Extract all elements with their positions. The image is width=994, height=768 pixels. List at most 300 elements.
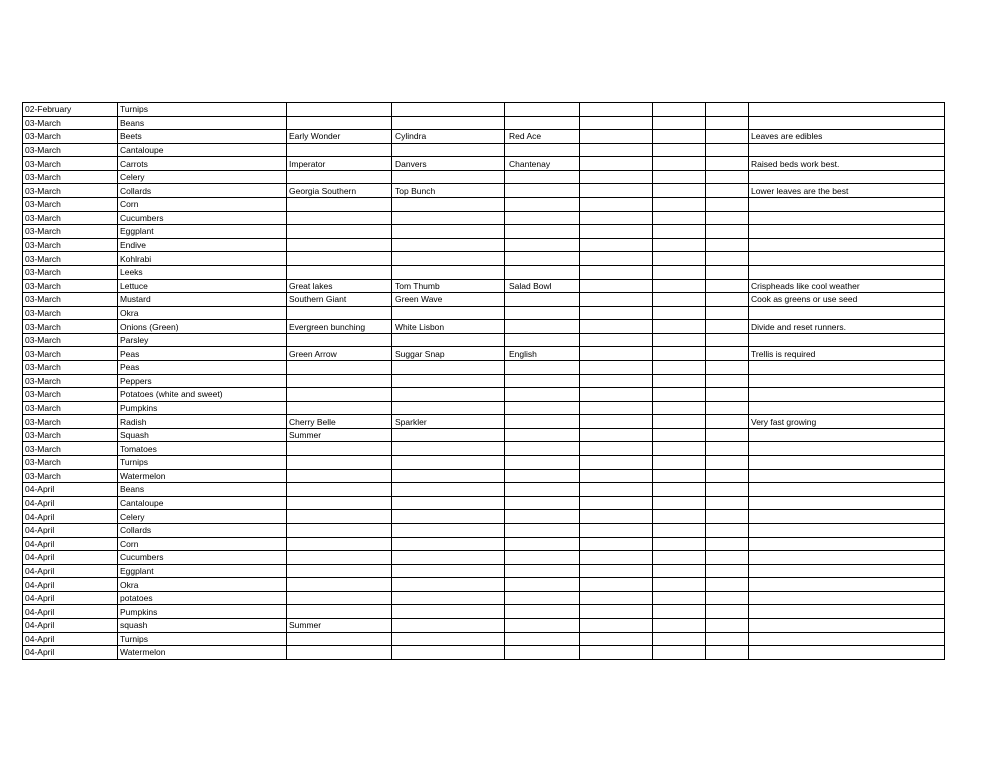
- table-row: [23, 252, 945, 266]
- variety-2-cell: [392, 265, 505, 279]
- extra-1-cell: [580, 116, 653, 130]
- planting-date-cell: 03-March: [23, 157, 118, 171]
- variety-1-cell: Green Arrow: [287, 347, 392, 361]
- extra-2-cell: [653, 279, 706, 293]
- extra-2-cell: [653, 401, 706, 415]
- variety-3-cell: [505, 293, 580, 307]
- extra-1-cell: [580, 632, 653, 646]
- crop-cell: Lettuce: [118, 279, 287, 293]
- extra-1-cell: [580, 170, 653, 184]
- extra-2-cell: [653, 483, 706, 497]
- variety-3-cell: [505, 360, 580, 374]
- variety-3-cell: [505, 103, 580, 117]
- variety-1-cell: [287, 374, 392, 388]
- table-row: [23, 401, 945, 415]
- extra-3-cell: [706, 279, 749, 293]
- notes-cell: [749, 401, 945, 415]
- planting-date-cell: 03-March: [23, 116, 118, 130]
- notes-cell: Cook as greens or use seed: [749, 293, 945, 307]
- extra-1-cell: [580, 388, 653, 402]
- variety-3-cell: [505, 537, 580, 551]
- extra-1-cell: [580, 578, 653, 592]
- extra-3-cell: [706, 537, 749, 551]
- variety-2-cell: [392, 170, 505, 184]
- variety-2-cell: [392, 360, 505, 374]
- extra-1-cell: [580, 456, 653, 470]
- notes-cell: [749, 456, 945, 470]
- extra-1-cell: [580, 293, 653, 307]
- variety-1-cell: [287, 265, 392, 279]
- extra-1-cell: [580, 415, 653, 429]
- variety-2-cell: [392, 618, 505, 632]
- planting-date-cell: 03-March: [23, 184, 118, 198]
- variety-2-cell: [392, 442, 505, 456]
- extra-2-cell: [653, 469, 706, 483]
- notes-cell: [749, 306, 945, 320]
- planting-date-cell: 03-March: [23, 374, 118, 388]
- crop-cell: Okra: [118, 306, 287, 320]
- extra-3-cell: [706, 483, 749, 497]
- table-row: [23, 374, 945, 388]
- extra-2-cell: [653, 265, 706, 279]
- crop-cell: Leeks: [118, 265, 287, 279]
- variety-2-cell: [392, 103, 505, 117]
- extra-3-cell: [706, 374, 749, 388]
- crop-cell: Turnips: [118, 632, 287, 646]
- notes-cell: [749, 198, 945, 212]
- extra-1-cell: [580, 211, 653, 225]
- extra-1-cell: [580, 143, 653, 157]
- variety-2-cell: [392, 483, 505, 497]
- variety-1-cell: [287, 238, 392, 252]
- extra-3-cell: [706, 401, 749, 415]
- variety-2-cell: Suggar Snap: [392, 347, 505, 361]
- variety-3-cell: [505, 238, 580, 252]
- notes-cell: [749, 143, 945, 157]
- variety-3-cell: [505, 510, 580, 524]
- extra-2-cell: [653, 225, 706, 239]
- planting-date-cell: 03-March: [23, 211, 118, 225]
- planting-date-cell: 03-March: [23, 143, 118, 157]
- extra-3-cell: [706, 428, 749, 442]
- variety-2-cell: [392, 252, 505, 266]
- variety-2-cell: Sparkler: [392, 415, 505, 429]
- variety-2-cell: [392, 523, 505, 537]
- extra-2-cell: [653, 238, 706, 252]
- table-row: [23, 537, 945, 551]
- variety-1-cell: [287, 483, 392, 497]
- table-row: [23, 442, 945, 456]
- variety-3-cell: [505, 388, 580, 402]
- variety-1-cell: [287, 388, 392, 402]
- planting-date-cell: 04-April: [23, 646, 118, 660]
- extra-2-cell: [653, 252, 706, 266]
- variety-3-cell: [505, 252, 580, 266]
- extra-3-cell: [706, 388, 749, 402]
- extra-2-cell: [653, 320, 706, 334]
- notes-cell: Divide and reset runners.: [749, 320, 945, 334]
- notes-cell: [749, 333, 945, 347]
- table-row: [23, 388, 945, 402]
- variety-1-cell: [287, 605, 392, 619]
- crop-cell: Radish: [118, 415, 287, 429]
- extra-3-cell: [706, 116, 749, 130]
- variety-2-cell: [392, 116, 505, 130]
- crop-cell: Parsley: [118, 333, 287, 347]
- notes-cell: [749, 618, 945, 632]
- planting-date-cell: 04-April: [23, 591, 118, 605]
- notes-cell: [749, 510, 945, 524]
- extra-2-cell: [653, 157, 706, 171]
- extra-2-cell: [653, 564, 706, 578]
- crop-cell: Peas: [118, 360, 287, 374]
- extra-2-cell: [653, 116, 706, 130]
- extra-1-cell: [580, 306, 653, 320]
- variety-3-cell: Chantenay: [505, 157, 580, 171]
- extra-2-cell: [653, 537, 706, 551]
- notes-cell: Trellis is required: [749, 347, 945, 361]
- variety-1-cell: [287, 469, 392, 483]
- variety-1-cell: [287, 632, 392, 646]
- extra-2-cell: [653, 618, 706, 632]
- notes-cell: Very fast growing: [749, 415, 945, 429]
- extra-3-cell: [706, 618, 749, 632]
- crop-cell: Pumpkins: [118, 401, 287, 415]
- extra-2-cell: [653, 510, 706, 524]
- extra-2-cell: [653, 333, 706, 347]
- table-row: [23, 225, 945, 239]
- extra-3-cell: [706, 157, 749, 171]
- extra-1-cell: [580, 483, 653, 497]
- variety-1-cell: Imperator: [287, 157, 392, 171]
- planting-date-cell: 04-April: [23, 578, 118, 592]
- extra-3-cell: [706, 523, 749, 537]
- notes-cell: [749, 103, 945, 117]
- crop-cell: Beans: [118, 483, 287, 497]
- extra-1-cell: [580, 225, 653, 239]
- extra-1-cell: [580, 157, 653, 171]
- variety-2-cell: [392, 198, 505, 212]
- variety-1-cell: [287, 401, 392, 415]
- variety-1-cell: [287, 252, 392, 266]
- table-row: [23, 347, 945, 361]
- notes-cell: [749, 428, 945, 442]
- planting-date-cell: 04-April: [23, 496, 118, 510]
- variety-1-cell: [287, 103, 392, 117]
- extra-2-cell: [653, 360, 706, 374]
- planting-date-cell: 03-March: [23, 347, 118, 361]
- variety-2-cell: [392, 646, 505, 660]
- table-row: [23, 564, 945, 578]
- variety-1-cell: [287, 442, 392, 456]
- variety-3-cell: [505, 618, 580, 632]
- extra-2-cell: [653, 496, 706, 510]
- extra-2-cell: [653, 103, 706, 117]
- variety-3-cell: [505, 469, 580, 483]
- variety-2-cell: [392, 388, 505, 402]
- table-row: [23, 360, 945, 374]
- variety-3-cell: Salad Bowl: [505, 279, 580, 293]
- extra-1-cell: [580, 618, 653, 632]
- extra-2-cell: [653, 415, 706, 429]
- crop-cell: Watermelon: [118, 469, 287, 483]
- crop-cell: Collards: [118, 523, 287, 537]
- planting-date-cell: 03-March: [23, 415, 118, 429]
- crop-cell: Endive: [118, 238, 287, 252]
- crop-cell: Turnips: [118, 456, 287, 470]
- variety-1-cell: [287, 496, 392, 510]
- extra-3-cell: [706, 143, 749, 157]
- variety-1-cell: Southern Giant: [287, 293, 392, 307]
- extra-3-cell: [706, 469, 749, 483]
- extra-2-cell: [653, 130, 706, 144]
- crop-cell: Peppers: [118, 374, 287, 388]
- notes-cell: [749, 551, 945, 565]
- extra-3-cell: [706, 293, 749, 307]
- planting-date-cell: 03-March: [23, 333, 118, 347]
- variety-3-cell: [505, 116, 580, 130]
- notes-cell: [749, 646, 945, 660]
- planting-date-cell: 04-April: [23, 551, 118, 565]
- extra-3-cell: [706, 456, 749, 470]
- variety-3-cell: [505, 605, 580, 619]
- notes-cell: Raised beds work best.: [749, 157, 945, 171]
- notes-cell: [749, 442, 945, 456]
- variety-1-cell: [287, 170, 392, 184]
- extra-2-cell: [653, 374, 706, 388]
- variety-3-cell: [505, 646, 580, 660]
- planting-date-cell: 03-March: [23, 456, 118, 470]
- table-row: [23, 198, 945, 212]
- extra-1-cell: [580, 320, 653, 334]
- variety-3-cell: [505, 320, 580, 334]
- variety-1-cell: Cherry Belle: [287, 415, 392, 429]
- extra-1-cell: [580, 252, 653, 266]
- table-row: [23, 632, 945, 646]
- table-row: [23, 157, 945, 171]
- extra-2-cell: [653, 306, 706, 320]
- variety-2-cell: [392, 428, 505, 442]
- variety-2-cell: [392, 578, 505, 592]
- variety-3-cell: [505, 442, 580, 456]
- variety-2-cell: [392, 591, 505, 605]
- planting-date-cell: 04-April: [23, 632, 118, 646]
- variety-3-cell: [505, 523, 580, 537]
- extra-3-cell: [706, 225, 749, 239]
- extra-3-cell: [706, 578, 749, 592]
- variety-2-cell: [392, 374, 505, 388]
- variety-3-cell: [505, 265, 580, 279]
- crop-cell: Corn: [118, 198, 287, 212]
- table-row: [23, 333, 945, 347]
- extra-1-cell: [580, 442, 653, 456]
- extra-2-cell: [653, 211, 706, 225]
- variety-3-cell: [505, 374, 580, 388]
- extra-1-cell: [580, 469, 653, 483]
- extra-1-cell: [580, 130, 653, 144]
- crop-cell: Tomatoes: [118, 442, 287, 456]
- notes-cell: [749, 116, 945, 130]
- extra-3-cell: [706, 646, 749, 660]
- planting-date-cell: 03-March: [23, 130, 118, 144]
- planting-date-cell: 03-March: [23, 401, 118, 415]
- variety-1-cell: Early Wonder: [287, 130, 392, 144]
- variety-2-cell: Cylindra: [392, 130, 505, 144]
- variety-1-cell: [287, 143, 392, 157]
- variety-3-cell: [505, 184, 580, 198]
- extra-3-cell: [706, 170, 749, 184]
- extra-2-cell: [653, 388, 706, 402]
- variety-1-cell: Summer: [287, 618, 392, 632]
- crop-cell: Celery: [118, 170, 287, 184]
- extra-3-cell: [706, 211, 749, 225]
- variety-1-cell: [287, 211, 392, 225]
- planting-date-cell: 04-April: [23, 618, 118, 632]
- variety-2-cell: [392, 496, 505, 510]
- extra-1-cell: [580, 510, 653, 524]
- table-row: [23, 469, 945, 483]
- variety-3-cell: [505, 632, 580, 646]
- notes-cell: [749, 211, 945, 225]
- variety-1-cell: [287, 360, 392, 374]
- variety-2-cell: [392, 238, 505, 252]
- table-row: [23, 211, 945, 225]
- extra-1-cell: [580, 401, 653, 415]
- extra-3-cell: [706, 103, 749, 117]
- planting-date-cell: 03-March: [23, 306, 118, 320]
- planting-date-cell: 03-March: [23, 320, 118, 334]
- extra-1-cell: [580, 198, 653, 212]
- extra-1-cell: [580, 496, 653, 510]
- planting-date-cell: 03-March: [23, 265, 118, 279]
- table-row: [23, 170, 945, 184]
- planting-date-cell: 03-March: [23, 388, 118, 402]
- table-row: [23, 279, 945, 293]
- variety-1-cell: [287, 333, 392, 347]
- extra-2-cell: [653, 442, 706, 456]
- extra-2-cell: [653, 198, 706, 212]
- table-row: [23, 184, 945, 198]
- variety-1-cell: [287, 578, 392, 592]
- variety-3-cell: [505, 306, 580, 320]
- notes-cell: [749, 170, 945, 184]
- variety-1-cell: [287, 537, 392, 551]
- notes-cell: [749, 388, 945, 402]
- crop-cell: Beets: [118, 130, 287, 144]
- extra-1-cell: [580, 238, 653, 252]
- variety-2-cell: [392, 225, 505, 239]
- variety-1-cell: [287, 523, 392, 537]
- planting-date-cell: 03-March: [23, 428, 118, 442]
- table-row: [23, 265, 945, 279]
- extra-3-cell: [706, 238, 749, 252]
- notes-cell: [749, 360, 945, 374]
- notes-cell: [749, 591, 945, 605]
- notes-cell: [749, 578, 945, 592]
- variety-1-cell: [287, 116, 392, 130]
- extra-2-cell: [653, 184, 706, 198]
- extra-1-cell: [580, 333, 653, 347]
- variety-1-cell: Great lakes: [287, 279, 392, 293]
- extra-3-cell: [706, 333, 749, 347]
- extra-2-cell: [653, 523, 706, 537]
- crop-cell: Carrots: [118, 157, 287, 171]
- variety-3-cell: [505, 143, 580, 157]
- extra-1-cell: [580, 605, 653, 619]
- variety-3-cell: [505, 483, 580, 497]
- planting-date-cell: 03-March: [23, 225, 118, 239]
- crop-cell: Cantaloupe: [118, 496, 287, 510]
- extra-1-cell: [580, 523, 653, 537]
- variety-2-cell: [392, 143, 505, 157]
- extra-3-cell: [706, 510, 749, 524]
- table-row: [23, 130, 945, 144]
- variety-3-cell: [505, 198, 580, 212]
- table-row: [23, 116, 945, 130]
- notes-cell: [749, 632, 945, 646]
- extra-2-cell: [653, 605, 706, 619]
- crop-cell: Cucumbers: [118, 551, 287, 565]
- crop-cell: Watermelon: [118, 646, 287, 660]
- extra-1-cell: [580, 551, 653, 565]
- extra-3-cell: [706, 198, 749, 212]
- table-row: [23, 483, 945, 497]
- crop-cell: Celery: [118, 510, 287, 524]
- extra-3-cell: [706, 551, 749, 565]
- variety-2-cell: [392, 333, 505, 347]
- planting-date-cell: 04-April: [23, 523, 118, 537]
- crop-cell: squash: [118, 618, 287, 632]
- crop-cell: Peas: [118, 347, 287, 361]
- table-row: [23, 306, 945, 320]
- crop-cell: potatoes: [118, 591, 287, 605]
- table-row: [23, 496, 945, 510]
- planting-schedule-table: [22, 102, 945, 660]
- extra-1-cell: [580, 279, 653, 293]
- variety-2-cell: Tom Thumb: [392, 279, 505, 293]
- notes-cell: [749, 374, 945, 388]
- variety-1-cell: [287, 198, 392, 212]
- variety-1-cell: [287, 551, 392, 565]
- notes-cell: [749, 564, 945, 578]
- crop-cell: Onions (Green): [118, 320, 287, 334]
- extra-2-cell: [653, 578, 706, 592]
- variety-2-cell: [392, 306, 505, 320]
- variety-3-cell: [505, 211, 580, 225]
- extra-3-cell: [706, 306, 749, 320]
- extra-2-cell: [653, 456, 706, 470]
- variety-3-cell: [505, 170, 580, 184]
- variety-3-cell: [505, 551, 580, 565]
- variety-3-cell: [505, 333, 580, 347]
- planting-date-cell: 03-March: [23, 170, 118, 184]
- variety-3-cell: [505, 225, 580, 239]
- table-row: [23, 551, 945, 565]
- extra-3-cell: [706, 442, 749, 456]
- planting-date-cell: 03-March: [23, 293, 118, 307]
- variety-2-cell: [392, 551, 505, 565]
- planting-date-cell: 04-April: [23, 605, 118, 619]
- extra-3-cell: [706, 184, 749, 198]
- extra-1-cell: [580, 428, 653, 442]
- extra-3-cell: [706, 564, 749, 578]
- planting-date-cell: 04-April: [23, 483, 118, 497]
- planting-date-cell: 03-March: [23, 198, 118, 212]
- extra-1-cell: [580, 564, 653, 578]
- variety-2-cell: Danvers: [392, 157, 505, 171]
- table-row: [23, 646, 945, 660]
- crop-cell: Beans: [118, 116, 287, 130]
